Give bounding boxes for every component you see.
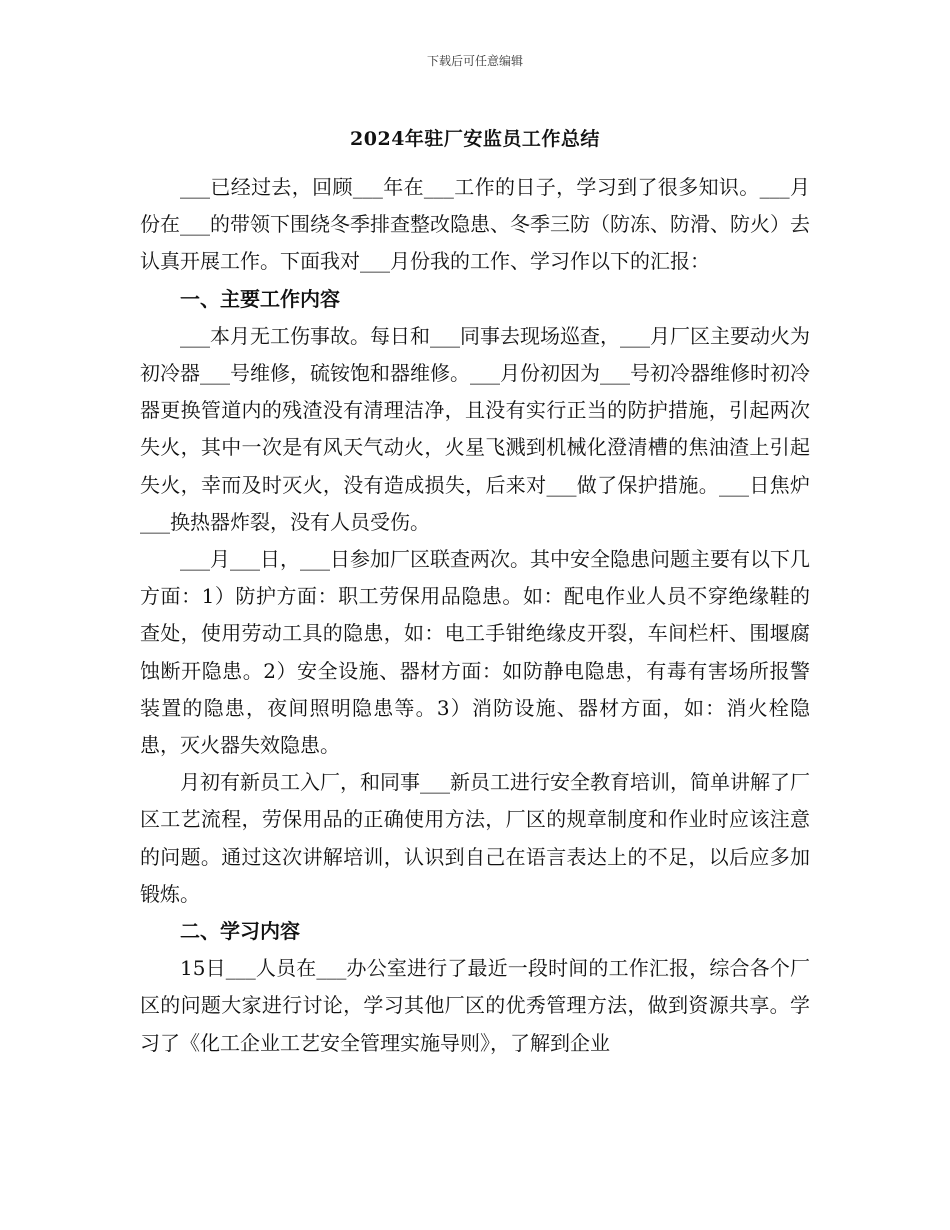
- document-title: 2024年驻厂安监员工作总结: [350, 128, 600, 150]
- section-heading-main-work: 一、主要工作内容: [180, 286, 340, 311]
- document-body: [140, 169, 810, 1062]
- intro-paragraph: ___已经过去，回顾___年在___工作的日子，学习到了很多知识。___月份在___的带领下围绕冬季排查整改隐患、冬季三防（防冻、防滑、防火）去认真开展工作。下面我对___月份我的工作、学习作以下的汇报：: [140, 175, 810, 274]
- work-paragraph-inspection: ___月___日，___日参加厂区联查两次。其中安全隐患问题主要有以下几方面：1）防护方面：职工劳保用品隐患。如：配电作业人员不穿绝缘鞋的查处，使用劳动工具的隐患，如：电工手钳绝缘皮开裂，车间栏杆、围堰腐蚀断开隐患。2）安全设施、器材方面：如防静电隐患，有毒有害场所报警装置的隐患，夜间照明隐患等。3）消防设施、器材方面，如：消火栓隐患，灭火器失效隐患。: [140, 547, 810, 758]
- header-note: 下载后可任意编辑: [426, 54, 523, 68]
- work-paragraph-training: 月初有新员工入厂，和同事___新员工进行安全教育培训，简单讲解了厂区工艺流程，劳保用品的正确使用方法，厂区的规章制度和作业时应该注意的问题。通过这次讲解培训，认识到自己在语言表达上的不足，以后应多加锻炼。: [140, 770, 810, 906]
- section-heading-study: 二、学习内容: [180, 919, 300, 944]
- study-paragraph: 15日___人员在___办公室进行了最近一段时间的工作汇报，综合各个厂区的问题大家进行讨论，学习其他厂区的优秀管理方法，做到资源共享。学习了《化工企业工艺安全管理实施导则》，了解到企业: [140, 956, 810, 1055]
- work-paragraph-incidents: ___本月无工伤事故。每日和___同事去现场巡查，___月厂区主要动火为初冷器___号维修，硫铵饱和器维修。___月份初因为___号初冷器维修时初冷器更换管道内的残渣没有清理洁净，且没有实行正当的防护措施，引起两次失火，其中一次是有风天气动火，火星飞溅到机械化澄清槽的焦油渣上引起失火，幸而及时灭火，没有造成损失，后来对___做了保护措施。___日焦炉___换热器炸裂，没有人员受伤。: [140, 323, 810, 534]
